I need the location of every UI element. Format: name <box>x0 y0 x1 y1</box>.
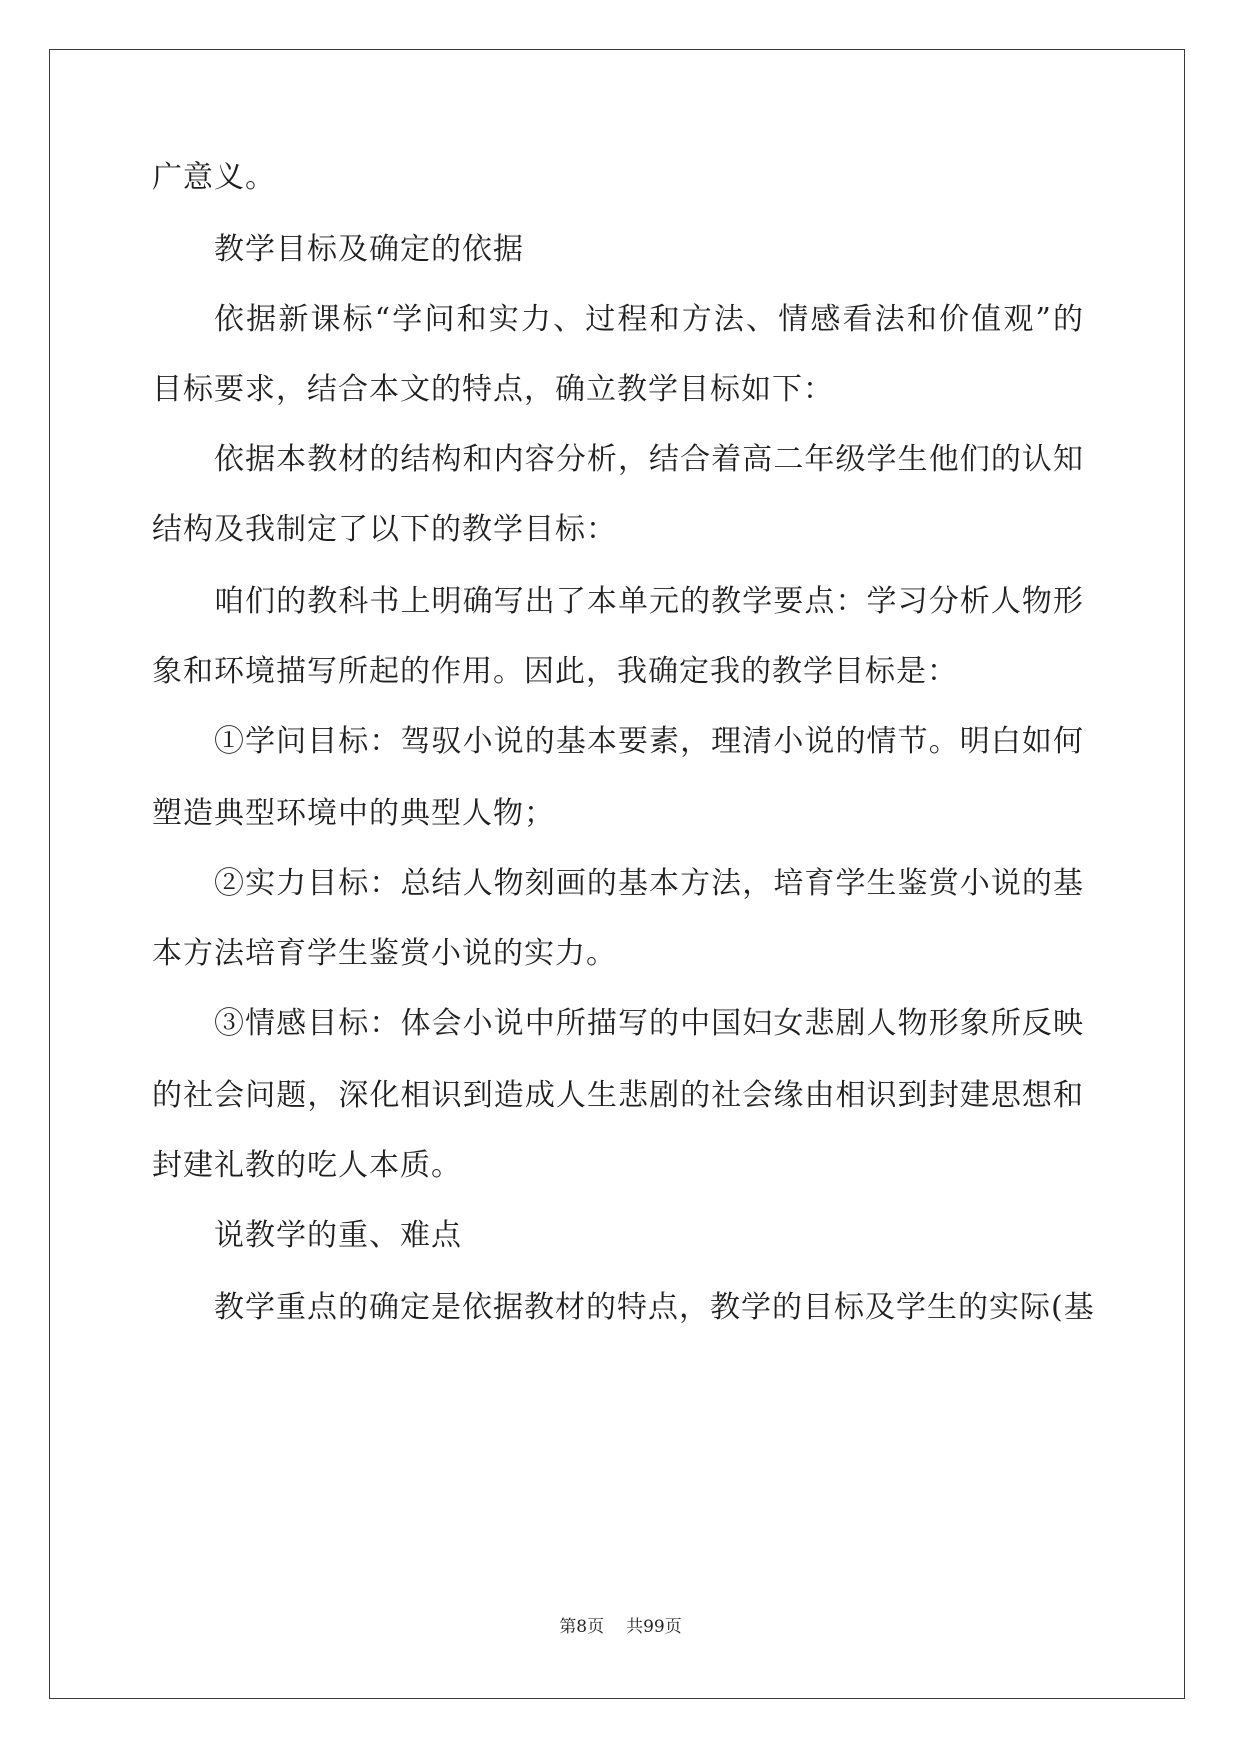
paragraph-line: 教学重点的确定是依据教材的特点，教学的目标及学生的实际(基 <box>214 1290 1095 1325</box>
paragraph-line: ①学问目标：驾驭小说的基本要素，理清小说的情节。明白如何 <box>214 724 1084 759</box>
page-number: 第8页 <box>559 1617 605 1637</box>
section-heading: 教学目标及确定的依据 <box>214 232 524 267</box>
paragraph-line: 依据本教材的结构和内容分析，结合着高二年级学生他们的认知 <box>214 442 1084 477</box>
paragraph-line: 依据新课标“学问和实力、过程和方法、情感看法和价值观”的 <box>214 302 1084 337</box>
paragraph-line: ②实力目标：总结人物刻画的基本方法，培育学生鉴赏小说的基 <box>214 866 1084 901</box>
paragraph-line: 咱们的教科书上明确写出了本单元的教学要点：学习分析人物形 <box>214 584 1084 619</box>
paragraph-line: 象和环境描写所起的作用。因此，我确定我的教学目标是： <box>152 654 958 689</box>
section-heading: 说教学的重、难点 <box>214 1218 462 1253</box>
paragraph-line: 本方法培育学生鉴赏小说的实力。 <box>152 936 617 971</box>
page-footer <box>0 1616 1241 1638</box>
paragraph-line: 目标要求，结合本文的特点，确立教学目标如下： <box>152 372 834 407</box>
paragraph-line: 结构及我制定了以下的教学目标： <box>152 512 617 547</box>
paragraph-line: 的社会问题，深化相识到造成人生悲剧的社会缘由相识到封建思想和 <box>152 1078 1084 1113</box>
paragraph-line: 封建礼教的吃人本质。 <box>152 1148 462 1183</box>
total-pages: 共99页 <box>626 1617 682 1637</box>
paragraph-line: 塑造典型环境中的典型人物； <box>152 796 555 831</box>
paragraph-line: ③情感目标：体会小说中所描写的中国妇女悲剧人物形象所反映 <box>214 1006 1084 1041</box>
paragraph-line: 广意义。 <box>152 160 276 195</box>
